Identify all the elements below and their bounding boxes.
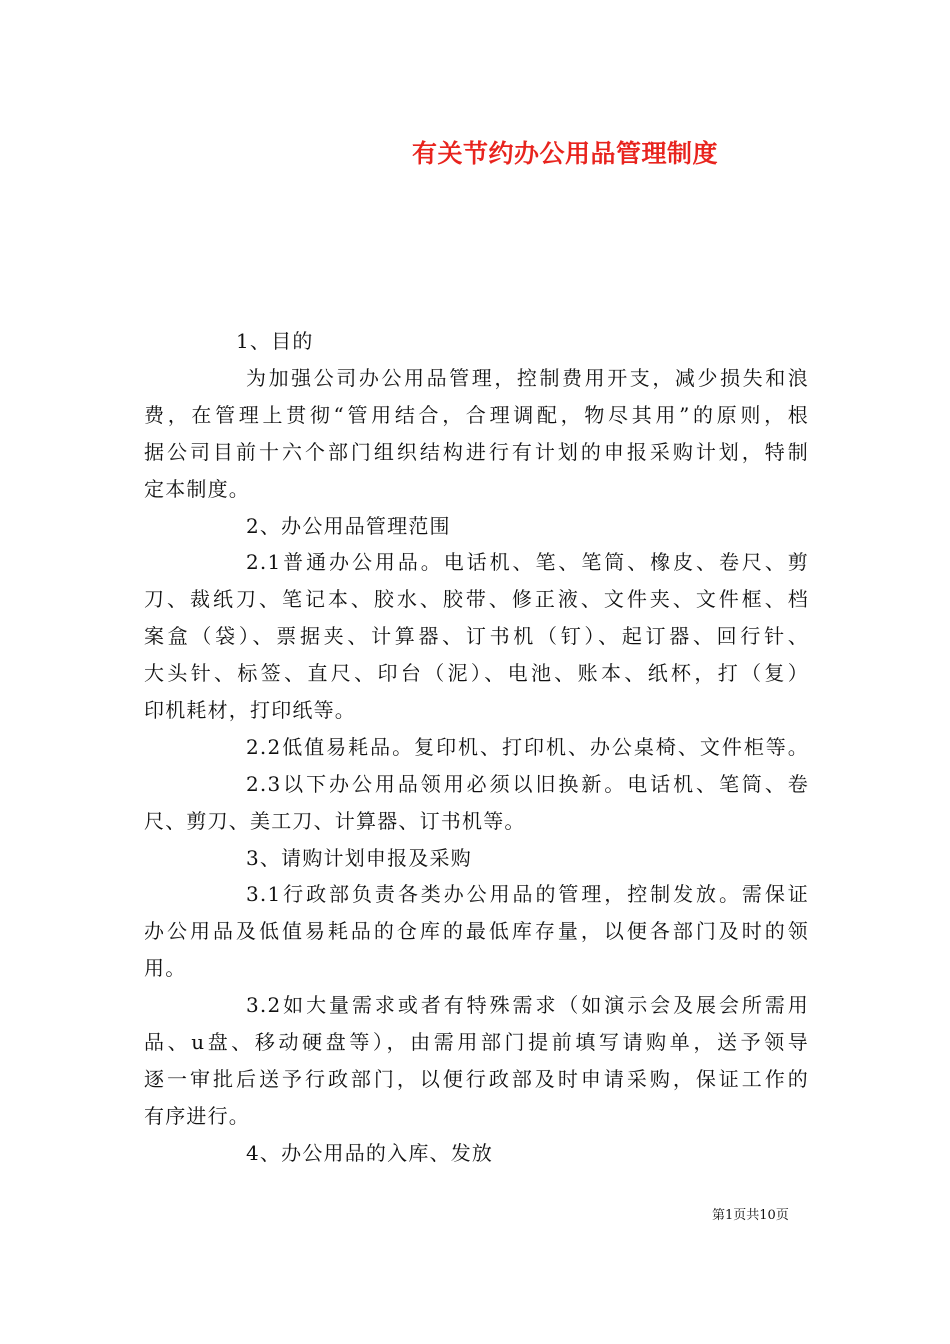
document-title: 有关节约办公用品管理制度 (412, 139, 719, 168)
paragraph-line: 3.1行政部负责各类办公用品的管理，控制发放。需保证 (246, 882, 809, 906)
paragraph-line: 费，在管理上贯彻“管用结合，合理调配，物尽其用”的原则，根 (144, 403, 809, 427)
paragraph-line: 大头针、标签、直尺、印台（泥）、电池、账本、纸杯，打（复） (144, 661, 809, 685)
paragraph-line: 2.3以下办公用品领用必须以旧换新。电话机、笔筒、卷 (246, 772, 809, 796)
paragraph-line: 据公司目前十六个部门组织结构进行有计划的申报采购计划，特制 (144, 440, 809, 464)
paragraph-line: 办公用品及低值易耗品的仓库的最低库存量，以便各部门及时的领 (144, 919, 809, 943)
paragraph-line: 用。 (144, 956, 187, 980)
page-indicator: 第1页共10页 (712, 1208, 789, 1223)
paragraph-line: 有序进行。 (144, 1104, 250, 1128)
paragraph-line: 2.1普通办公用品。电话机、笔、笔筒、橡皮、卷尺、剪 (246, 550, 809, 574)
paragraph-line: 定本制度。 (144, 477, 250, 501)
paragraph-line: 品、u盘、移动硬盘等），由需用部门提前填写请购单，送予领导 (144, 1030, 809, 1054)
paragraph-line: 为加强公司办公用品管理，控制费用开支，减少损失和浪 (246, 366, 809, 390)
paragraph-line: 2.2低值易耗品。复印机、打印机、办公桌椅、文件柜等。 (246, 735, 809, 759)
paragraph-line: 尺、剪刀、美工刀、计算器、订书机等。 (144, 809, 526, 833)
section-heading-2: 2、办公用品管理范围 (246, 514, 451, 538)
paragraph-line: 印机耗材，打印纸等。 (144, 698, 356, 722)
section-heading-4: 4、办公用品的入库、发放 (246, 1141, 494, 1165)
paragraph-line: 3.2如大量需求或者有特殊需求（如演示会及展会所需用 (246, 993, 809, 1017)
paragraph-line: 逐一审批后送予行政部门，以便行政部及时申请采购，保证工作的 (144, 1067, 809, 1091)
paragraph-line: 刀、裁纸刀、笔记本、胶水、胶带、修正液、文件夹、文件框、档 (144, 587, 809, 611)
section-heading-3: 3、请购计划申报及采购 (246, 846, 472, 870)
section-heading-1: 1、目的 (236, 329, 314, 353)
paragraph-line: 案盒（袋）、票据夹、计算器、订书机（钉）、起订器、回行针、 (144, 624, 809, 648)
